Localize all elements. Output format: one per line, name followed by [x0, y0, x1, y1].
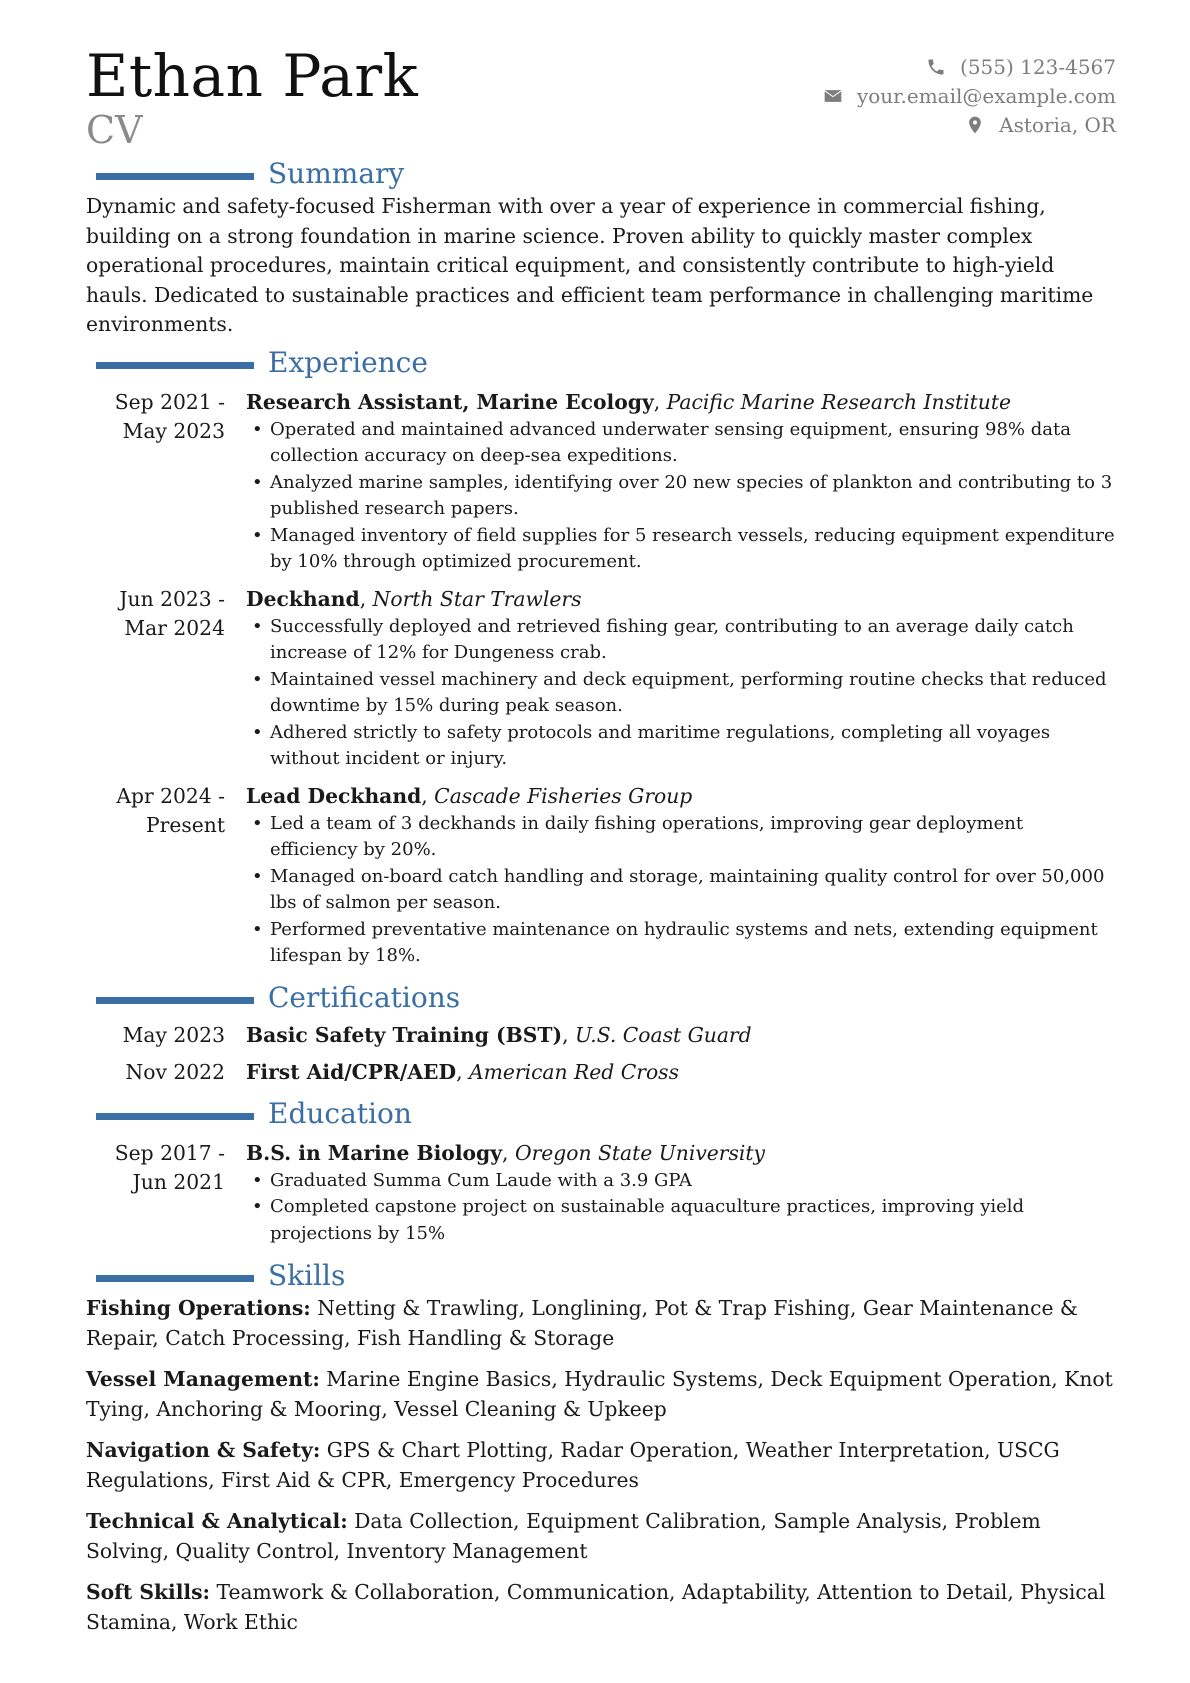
list-item: • Adhered strictly to safety protocols and maritime regulations, completing all voyages without incident or injury.: [246, 720, 1116, 773]
entry-role: Research Assistant, Marine Ecology: [246, 389, 654, 414]
entry-org: Oregon State University: [514, 1140, 765, 1165]
list-item: • Managed on-board catch handling and storage, maintaining quality control for over 50,000 lbs of salmon per season.: [246, 864, 1116, 917]
section-rule: [96, 362, 254, 369]
skill-items: Netting & Trawling, Longlining, Pot & Trap Fishing, Gear Maintenance & Repair, Catch Processing, Fish Handling & Storage: [86, 1296, 1078, 1350]
skill-group: [86, 1507, 1116, 1566]
education-list: [86, 1139, 1116, 1248]
section-education-heading: [86, 1095, 1116, 1133]
cert-org: U.S. Coast Guard: [575, 1022, 752, 1047]
list-item: • Graduated Summa Cum Laude with a 3.9 GPA: [246, 1168, 1116, 1195]
section-rule: [96, 997, 254, 1004]
contact-email[interactable]: [823, 81, 1116, 110]
list-item: • Performed preventative maintenance on hydraulic systems and nets, extending equipment lifespan by 18%.: [246, 917, 1116, 970]
entry-bullets: [246, 1168, 1116, 1248]
entry-date: Apr 2024 - Present: [116, 783, 225, 837]
certifications-list: [86, 1017, 1116, 1091]
section-title: Experience: [268, 346, 428, 379]
list-item: • Completed capstone project on sustainable aquaculture practices, improving yield projections by 15%: [246, 1194, 1116, 1247]
document-subtitle: CV: [86, 108, 143, 152]
skill-label: Vessel Management:: [86, 1367, 320, 1391]
section-title: Education: [268, 1097, 412, 1130]
candidate-name: Ethan Park: [86, 42, 419, 110]
summary-text: Dynamic and safety-focused Fisherman with over a year of experience in commercial fishing, building on a strong foundation in marine science. Proven ability to quickly master complex operational procedures, maintain critical equipment, and consistently contribute to high-yield hauls. Dedicated to sustainable practices and efficient team performance in challenging maritime environments.: [86, 194, 1094, 336]
experience-list: [86, 388, 1116, 970]
cert-name: Basic Safety Training (BST): [246, 1022, 563, 1047]
email-text[interactable]: your.email@example.com: [856, 83, 1116, 108]
skill-group: [86, 1365, 1116, 1424]
phone-text: (555) 123-4567: [960, 54, 1116, 79]
list-item: • Operated and maintained advanced underwater sensing equipment, ensuring 98% data collection accuracy on deep-sea expeditions.: [246, 417, 1116, 470]
skill-items: Data Collection, Equipment Calibration, Sample Analysis, Problem Solving, Quality Control, Inventory Management: [86, 1509, 1041, 1563]
certification-entry: May 2023 Basic Safety Training (BST), U.S. Coast Guard: [86, 1017, 1116, 1054]
entry-org: Cascade Fisheries Group: [434, 783, 693, 808]
section-rule: [96, 1113, 254, 1120]
section-title: Skills: [268, 1258, 346, 1292]
skill-label: Fishing Operations:: [86, 1296, 311, 1320]
section-skills-heading: [86, 1256, 1116, 1294]
entry-org: Pacific Marine Research Institute: [666, 389, 1012, 414]
cert-name: First Aid/CPR/AED: [246, 1059, 457, 1084]
resume-page: [86, 44, 1116, 1649]
experience-entry: Apr 2024 - Present Lead Deckhand, Cascade Fisheries Group • Led a team of 3 deckhands in daily fishing operations, improving gear deployment efficiency by 20%. • Managed on-board catch handling and storage, maintaining quality control for over 50,000 lbs of salmon per season. • Performed preventative maintenance on hydraulic systems and nets, extending equipment lifespan by 18%.: [86, 782, 1116, 970]
skill-label: Technical & Analytical:: [86, 1509, 348, 1533]
phone-icon: [926, 57, 946, 77]
section-rule: [96, 1275, 254, 1282]
experience-entry: Jun 2023 - Mar 2024 Deckhand, North Star Trawlers • Successfully deployed and retrieved fishing gear, contributing to an average daily catch increase of 12% for Dungeness crab. • Maintained vessel machinery and deck equipment, performing routine checks that reduced downtime by 15% during peak season. • Adhered strictly to safety protocols and maritime regulations, completing all voyages without incident or injury.: [86, 585, 1116, 773]
skill-items: GPS & Chart Plotting, Radar Operation, Weather Interpretation, USCG Regulations, First Aid & CPR, Emergency Procedures: [86, 1438, 1060, 1492]
list-item: • Analyzed marine samples, identifying over 20 new species of plankton and contributing to 3 published research papers.: [246, 470, 1116, 523]
section-rule: [96, 173, 254, 180]
skill-group: [86, 1294, 1116, 1353]
section-experience-heading: [86, 344, 1116, 382]
location-text: Astoria, OR: [999, 112, 1116, 137]
list-item: • Successfully deployed and retrieved fishing gear, contributing to an average daily catch increase of 12% for Dungeness crab.: [246, 614, 1116, 667]
envelope-icon: [823, 86, 843, 106]
section-title: Summary: [268, 156, 405, 190]
entry-date: Jun 2023 - Mar 2024: [119, 586, 225, 640]
skill-items: Marine Engine Basics, Hydraulic Systems, Deck Equipment Operation, Knot Tying, Anchoring & Mooring, Vessel Cleaning & Upkeep: [86, 1367, 1113, 1421]
entry-date: Sep 2021 - May 2023: [114, 389, 225, 443]
skill-label: Navigation & Safety:: [86, 1438, 321, 1462]
list-item: • Maintained vessel machinery and deck equipment, performing routine checks that reduced downtime by 15% during peak season.: [246, 667, 1116, 720]
entry-bullets: [246, 614, 1116, 773]
entry-role: Deckhand: [246, 586, 360, 611]
list-item: • Led a team of 3 deckhands in daily fishing operations, improving gear deployment efficiency by 20%.: [246, 811, 1116, 864]
certification-entry: Nov 2022 First Aid/CPR/AED, American Red Cross: [86, 1054, 1116, 1091]
entry-bullets: [246, 417, 1116, 576]
entry-org: North Star Trawlers: [372, 586, 582, 611]
cert-org: American Red Cross: [469, 1059, 679, 1084]
section-summary-heading: [86, 154, 1116, 192]
skills-list: [86, 1294, 1116, 1637]
section-title: Certifications: [268, 981, 461, 1014]
map-pin-icon: [965, 115, 985, 135]
experience-entry: Sep 2021 - May 2023 Research Assistant, Marine Ecology, Pacific Marine Research Institute • Operated and maintained advanced underwater sensing equipment, ensuring 98% data collection accuracy on deep-sea expeditions. • Analyzed marine samples, identifying over 20 new species of plankton and contributing to 3 published research papers. • Managed inventory of field supplies for 5 research vessels, reducing equipment expenditure by 10% through optimized procurement.: [86, 388, 1116, 576]
section-certifications-heading: [86, 979, 1116, 1017]
resume-header: [86, 44, 1116, 152]
entry-date: Sep 2017 - Jun 2021: [114, 1140, 225, 1194]
contact-location: [823, 110, 1116, 139]
list-item: • Managed inventory of field supplies for 5 research vessels, reducing equipment expenditure by 10% through optimized procurement.: [246, 523, 1116, 576]
entry-bullets: [246, 811, 1116, 970]
contact-phone: [823, 52, 1116, 81]
contact-block: [823, 52, 1116, 139]
skill-group: [86, 1578, 1116, 1637]
entry-date: May 2023: [122, 1022, 225, 1047]
skill-group: [86, 1436, 1116, 1495]
skill-items: Teamwork & Collaboration, Communication, Adaptability, Attention to Detail, Physical Stamina, Work Ethic: [86, 1580, 1106, 1634]
skill-label: Soft Skills:: [86, 1580, 211, 1604]
education-entry: Sep 2017 - Jun 2021 B.S. in Marine Biology, Oregon State University • Graduated Summa Cum Laude with a 3.9 GPA • Completed capstone project on sustainable aquaculture practices, improving yield projections by 15%: [86, 1139, 1116, 1248]
entry-date: Nov 2022: [125, 1059, 225, 1084]
entry-degree: B.S. in Marine Biology: [246, 1140, 503, 1165]
entry-role: Lead Deckhand: [246, 783, 422, 808]
